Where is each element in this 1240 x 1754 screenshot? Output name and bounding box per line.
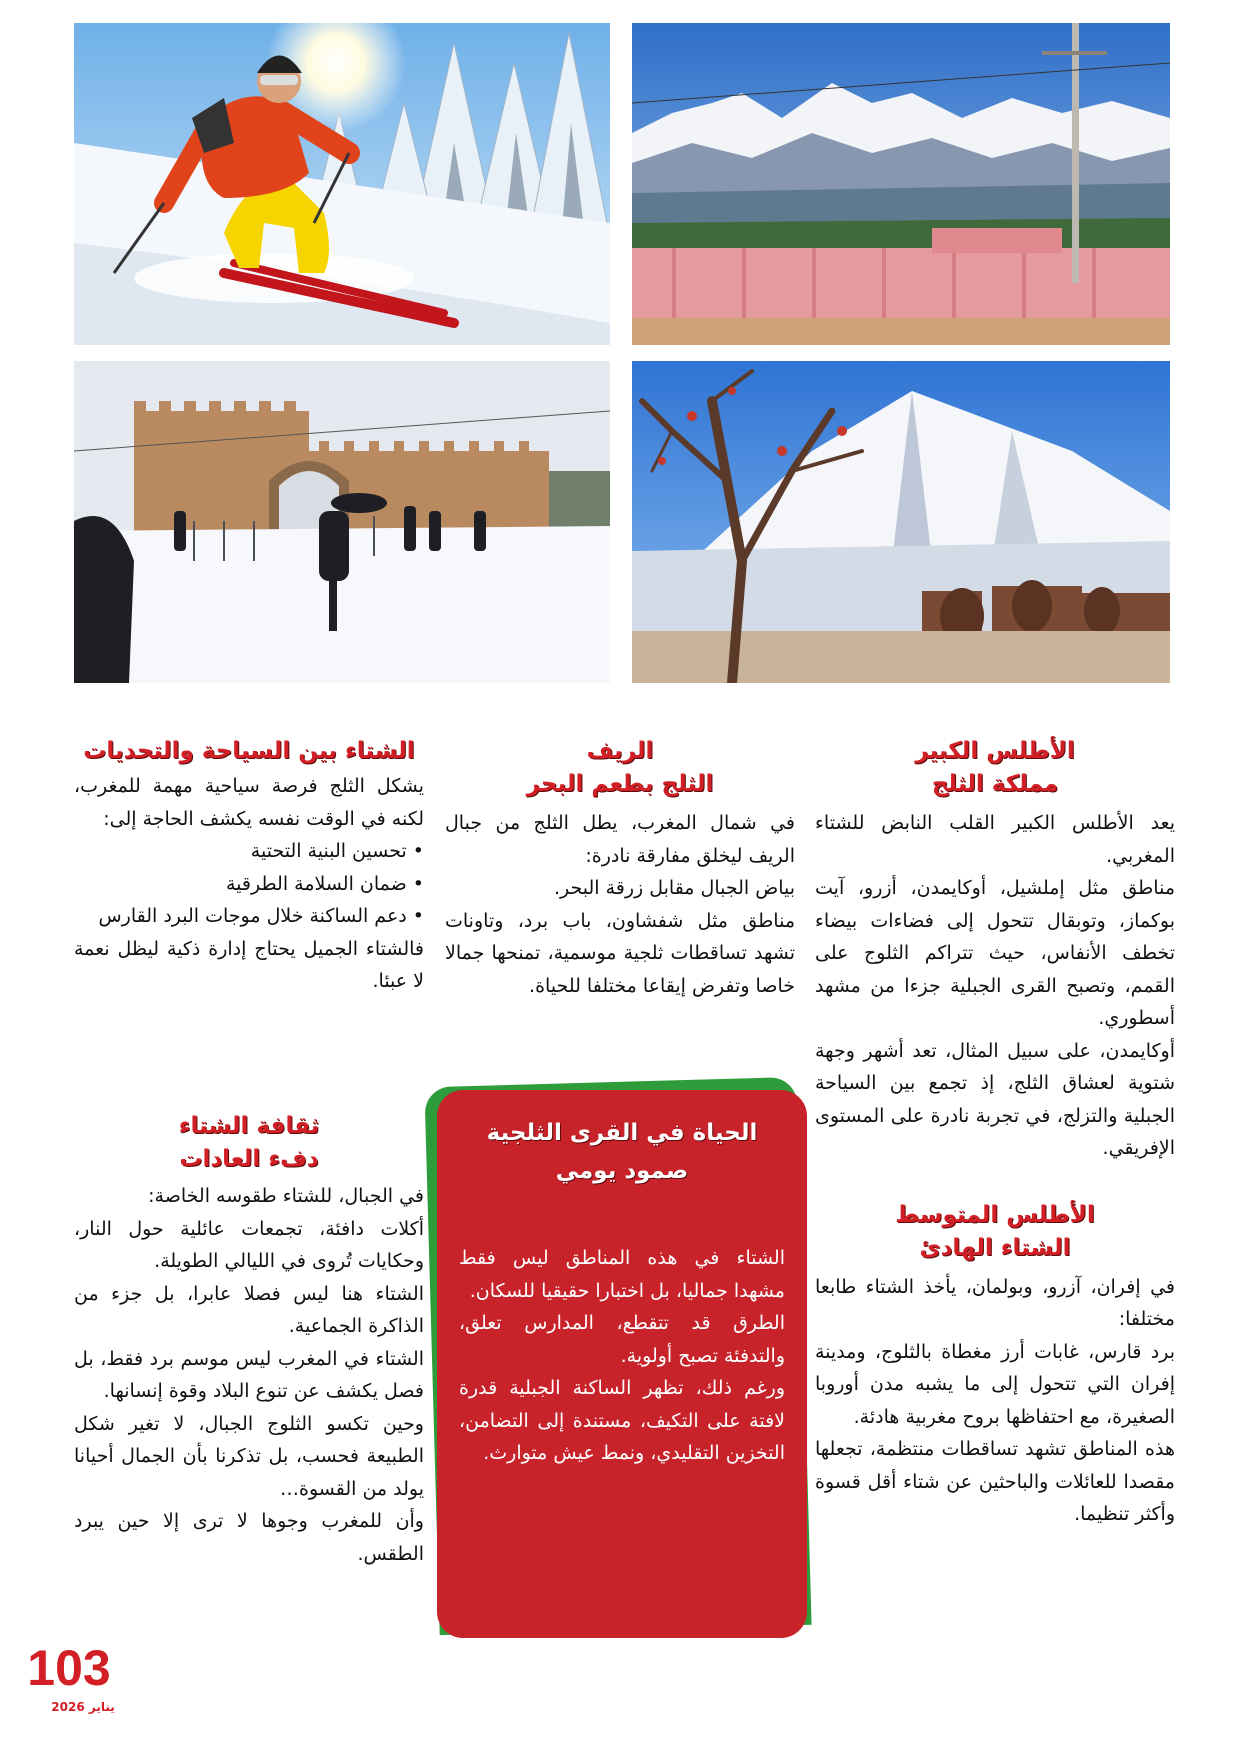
section-body-middle-atlas <box>815 1271 1175 1531</box>
paragraph: الشتاء في هذه المناطق ليس فقط مشهدا جماليا، بل اختبارا حقيقيا للسكان. <box>459 1247 785 1302</box>
title-line: الشتاء الهادئ <box>919 1234 1071 1261</box>
paragraph: برد قارس، غابات أرز مغطاة بالثلوج، ومدينة إفران التي تتحول إلى ما يشبه مدن أوروبا الصغيرة، مع احتفاظها بروح مغربية هادئة. <box>815 1340 1175 1428</box>
title-line: الثلج بطعم البحر <box>526 771 714 797</box>
paragraph: في شمال المغرب، يطل الثلج من جبال الريف ليخلق مفارقة نادرة: <box>445 812 795 867</box>
bullet-item: • تحسين البنية التحتية <box>250 840 424 862</box>
page-number: 103 <box>27 1640 111 1696</box>
title-line: الريف <box>586 738 654 764</box>
bullet-item: • ضمان السلامة الطرقية <box>225 872 424 895</box>
paragraph: الشتاء هنا ليس فصلا عابرا، بل جزء من الذاكرة الجماعية. <box>74 1282 424 1337</box>
title-line: مملكة الثلج <box>931 771 1059 797</box>
skier-photo <box>74 23 610 345</box>
paragraph: مناطق مثل إملشيل، أوكايمدن، أزرو، آيت بوكماز، وتوبقال تتحول إلى فضاءات بيضاء تخطف الأنفاس، حيث تتراكم الثلوج على القمم، وتصبح القرى الجبلية جزءا من مشهد أسطوري. <box>815 877 1175 1029</box>
paragraph: هذه المناطق تشهد تساقطات منتظمة، تجعلها مقصدا للعائلات والباحثين عن شتاء أقل قسوة وأكثر تنظيما. <box>815 1438 1175 1525</box>
section-title-high-atlas <box>815 735 1175 801</box>
paragraph: يشكل الثلج فرصة سياحية مهمة للمغرب، لكنه في الوقت نفسه يكشف الحاجة إلى: <box>74 775 424 830</box>
title-line: دفء العادات <box>179 1146 319 1172</box>
paragraph: مناطق مثل شفشاون، باب برد، وتاونات تشهد تساقطات ثلجية موسمية، تمنحها جمالا خاصا وتفرض إيقاعا مختلفا للحياة. <box>445 909 795 997</box>
snowy-mountain-village-icon <box>632 361 1170 683</box>
title-line: الحياة في القرى الثلجية <box>486 1120 758 1146</box>
title-line: صمود يومي <box>555 1158 689 1184</box>
section-title-culture <box>74 1110 424 1176</box>
paragraph: أوكايمدن، على سبيل المثال، تعد أشهر وجهة شتوية لعشاق الثلج، إذ تجمع بين السياحة الجبلية والتزلج، في تجربة نادرة على المستوى الإفريقي. <box>815 1039 1175 1159</box>
mountain-village-photo <box>632 361 1170 683</box>
paragraph: الشتاء في المغرب ليس موسم برد فقط، بل فصل يكشف عن تنوع البلاد وقوة إنسانها. <box>74 1347 424 1402</box>
village-life-box <box>437 1090 807 1638</box>
section-body-tourism <box>74 770 424 998</box>
snowy-city-gate-icon <box>74 361 610 683</box>
section-title-tourism: الشتاء بين السياحة والتحديات <box>83 738 415 764</box>
city-gate-snow-photo <box>74 361 610 683</box>
bullet-item: • دعم الساكنة خلال موجات البرد القارس <box>98 905 424 927</box>
paragraph: يعد الأطلس الكبير القلب النابض للشتاء المغربي. <box>815 812 1175 867</box>
atlas-mountains-photo <box>632 23 1170 345</box>
section-body-rif <box>445 807 795 1002</box>
paragraph: أكلات دافئة، تجمعات عائلية حول النار، وحكايات تُروى في الليالي الطويلة. <box>74 1217 424 1272</box>
section-title-rif <box>445 735 795 801</box>
paragraph: فالشتاء الجميل يحتاج إدارة ذكية ليظل نعمة لا عبئا. <box>74 937 424 992</box>
issue-date: يناير 2026 <box>51 1700 115 1714</box>
section-body-village-life <box>459 1242 785 1470</box>
paragraph: الطرق قد تتقطع، المدارس تعلق، والتدفئة تصبح أولوية. <box>459 1312 785 1367</box>
paragraph: في إفران، آزرو، وبولمان، يأخذ الشتاء طابعا مختلفا: <box>815 1275 1175 1330</box>
high-atlas-section <box>815 735 1175 1531</box>
title-line: الأطلس الكبير <box>915 738 1075 764</box>
tourism-section <box>74 735 424 998</box>
rif-section <box>445 735 795 1002</box>
title-line: الأطلس المتوسط <box>895 1201 1095 1228</box>
paragraph: وحين تكسو الثلوج الجبال، لا تغير شكل الطبيعة فحسب، بل تذكرنا بأن الجمال أحيانا يولد من القسوة… <box>74 1412 424 1500</box>
section-body-culture <box>74 1180 424 1570</box>
paragraph: في الجبال، للشتاء طقوسه الخاصة: <box>148 1185 424 1207</box>
paragraph: بياض الجبال مقابل زرقة البحر. <box>553 877 795 899</box>
snowy-mountain-range-icon <box>632 23 1170 345</box>
title-line: ثقافة الشتاء <box>178 1113 320 1139</box>
section-title-middle-atlas <box>815 1199 1175 1265</box>
paragraph: وأن للمغرب وجوها لا ترى إلا حين يبرد الطقس. <box>74 1510 424 1565</box>
section-title-village-life <box>459 1114 785 1190</box>
skier-on-snowy-slope-icon <box>74 23 610 345</box>
paragraph: ورغم ذلك، تظهر الساكنة الجبلية قدرة لافتة على التكيف، مستندة إلى التضامن، التخزين التقليدي، ونمط عيش متوارث. <box>459 1377 785 1464</box>
section-body-high-atlas <box>815 807 1175 1165</box>
culture-section <box>74 1110 424 1570</box>
